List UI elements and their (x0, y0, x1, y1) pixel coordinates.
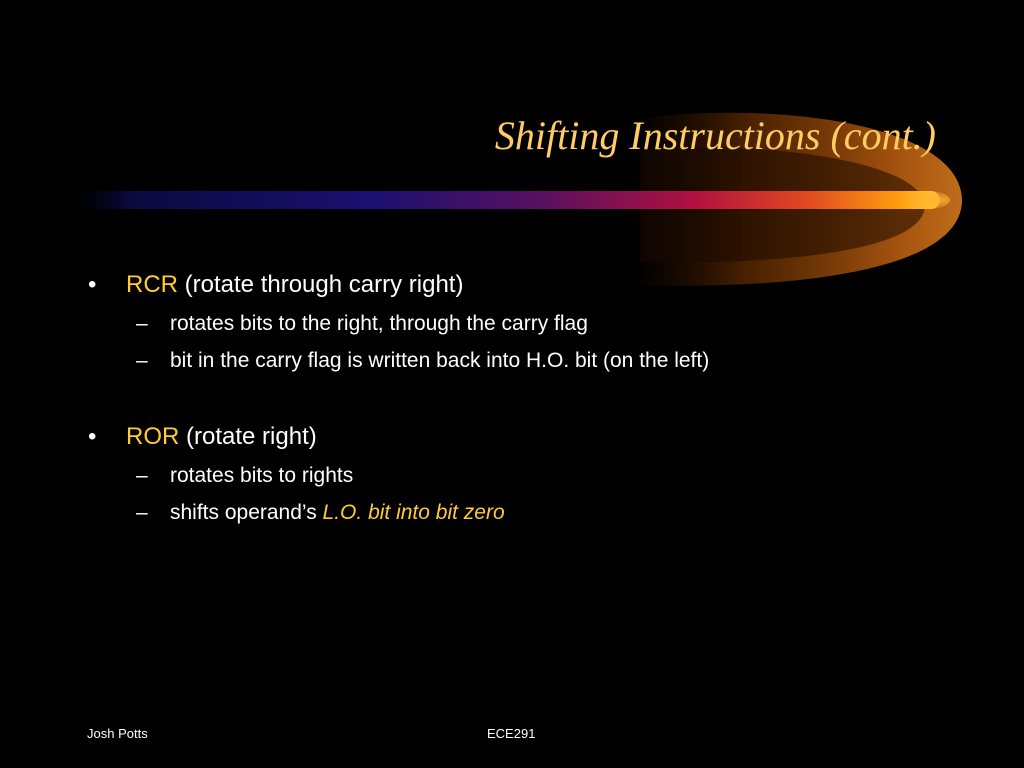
subitem-text: rotates bits to rights (170, 464, 354, 487)
subitem-rcr-2 (136, 349, 709, 373)
bullet-dot: • (88, 271, 97, 298)
bullet-dot: • (88, 423, 97, 450)
subitem-ror-1 (136, 464, 353, 488)
bullet-keyword: RCR (126, 271, 178, 298)
bullet-text: (rotate through carry right) (178, 271, 464, 298)
dash-glyph: – (136, 501, 148, 524)
bullet-rcr (88, 271, 463, 299)
dash-glyph: – (136, 312, 148, 335)
slide-title: Shifting Instructions (cont.) (494, 113, 936, 158)
footer-course: ECE291 (487, 726, 536, 741)
dash-glyph: – (136, 464, 148, 487)
subitem-text: bit in the carry flag is written back into H.O. bit (on the left) (170, 349, 710, 372)
bullet-text: (rotate right) (179, 423, 317, 450)
subitem-highlight: L.O. bit into bit zero (322, 501, 505, 524)
bar-glow (890, 190, 950, 210)
subitem-ror-2 (136, 501, 505, 525)
dash-glyph: – (136, 349, 148, 372)
gradient-bar (60, 191, 940, 209)
subitem-text: shifts operand’s (170, 501, 323, 524)
bullet-ror (88, 423, 317, 451)
bullet-keyword: ROR (126, 423, 180, 450)
footer-author: Josh Potts (87, 726, 148, 741)
subitem-rcr-1 (136, 312, 588, 336)
subitem-text: rotates bits to the right, through the carry flag (170, 312, 588, 335)
